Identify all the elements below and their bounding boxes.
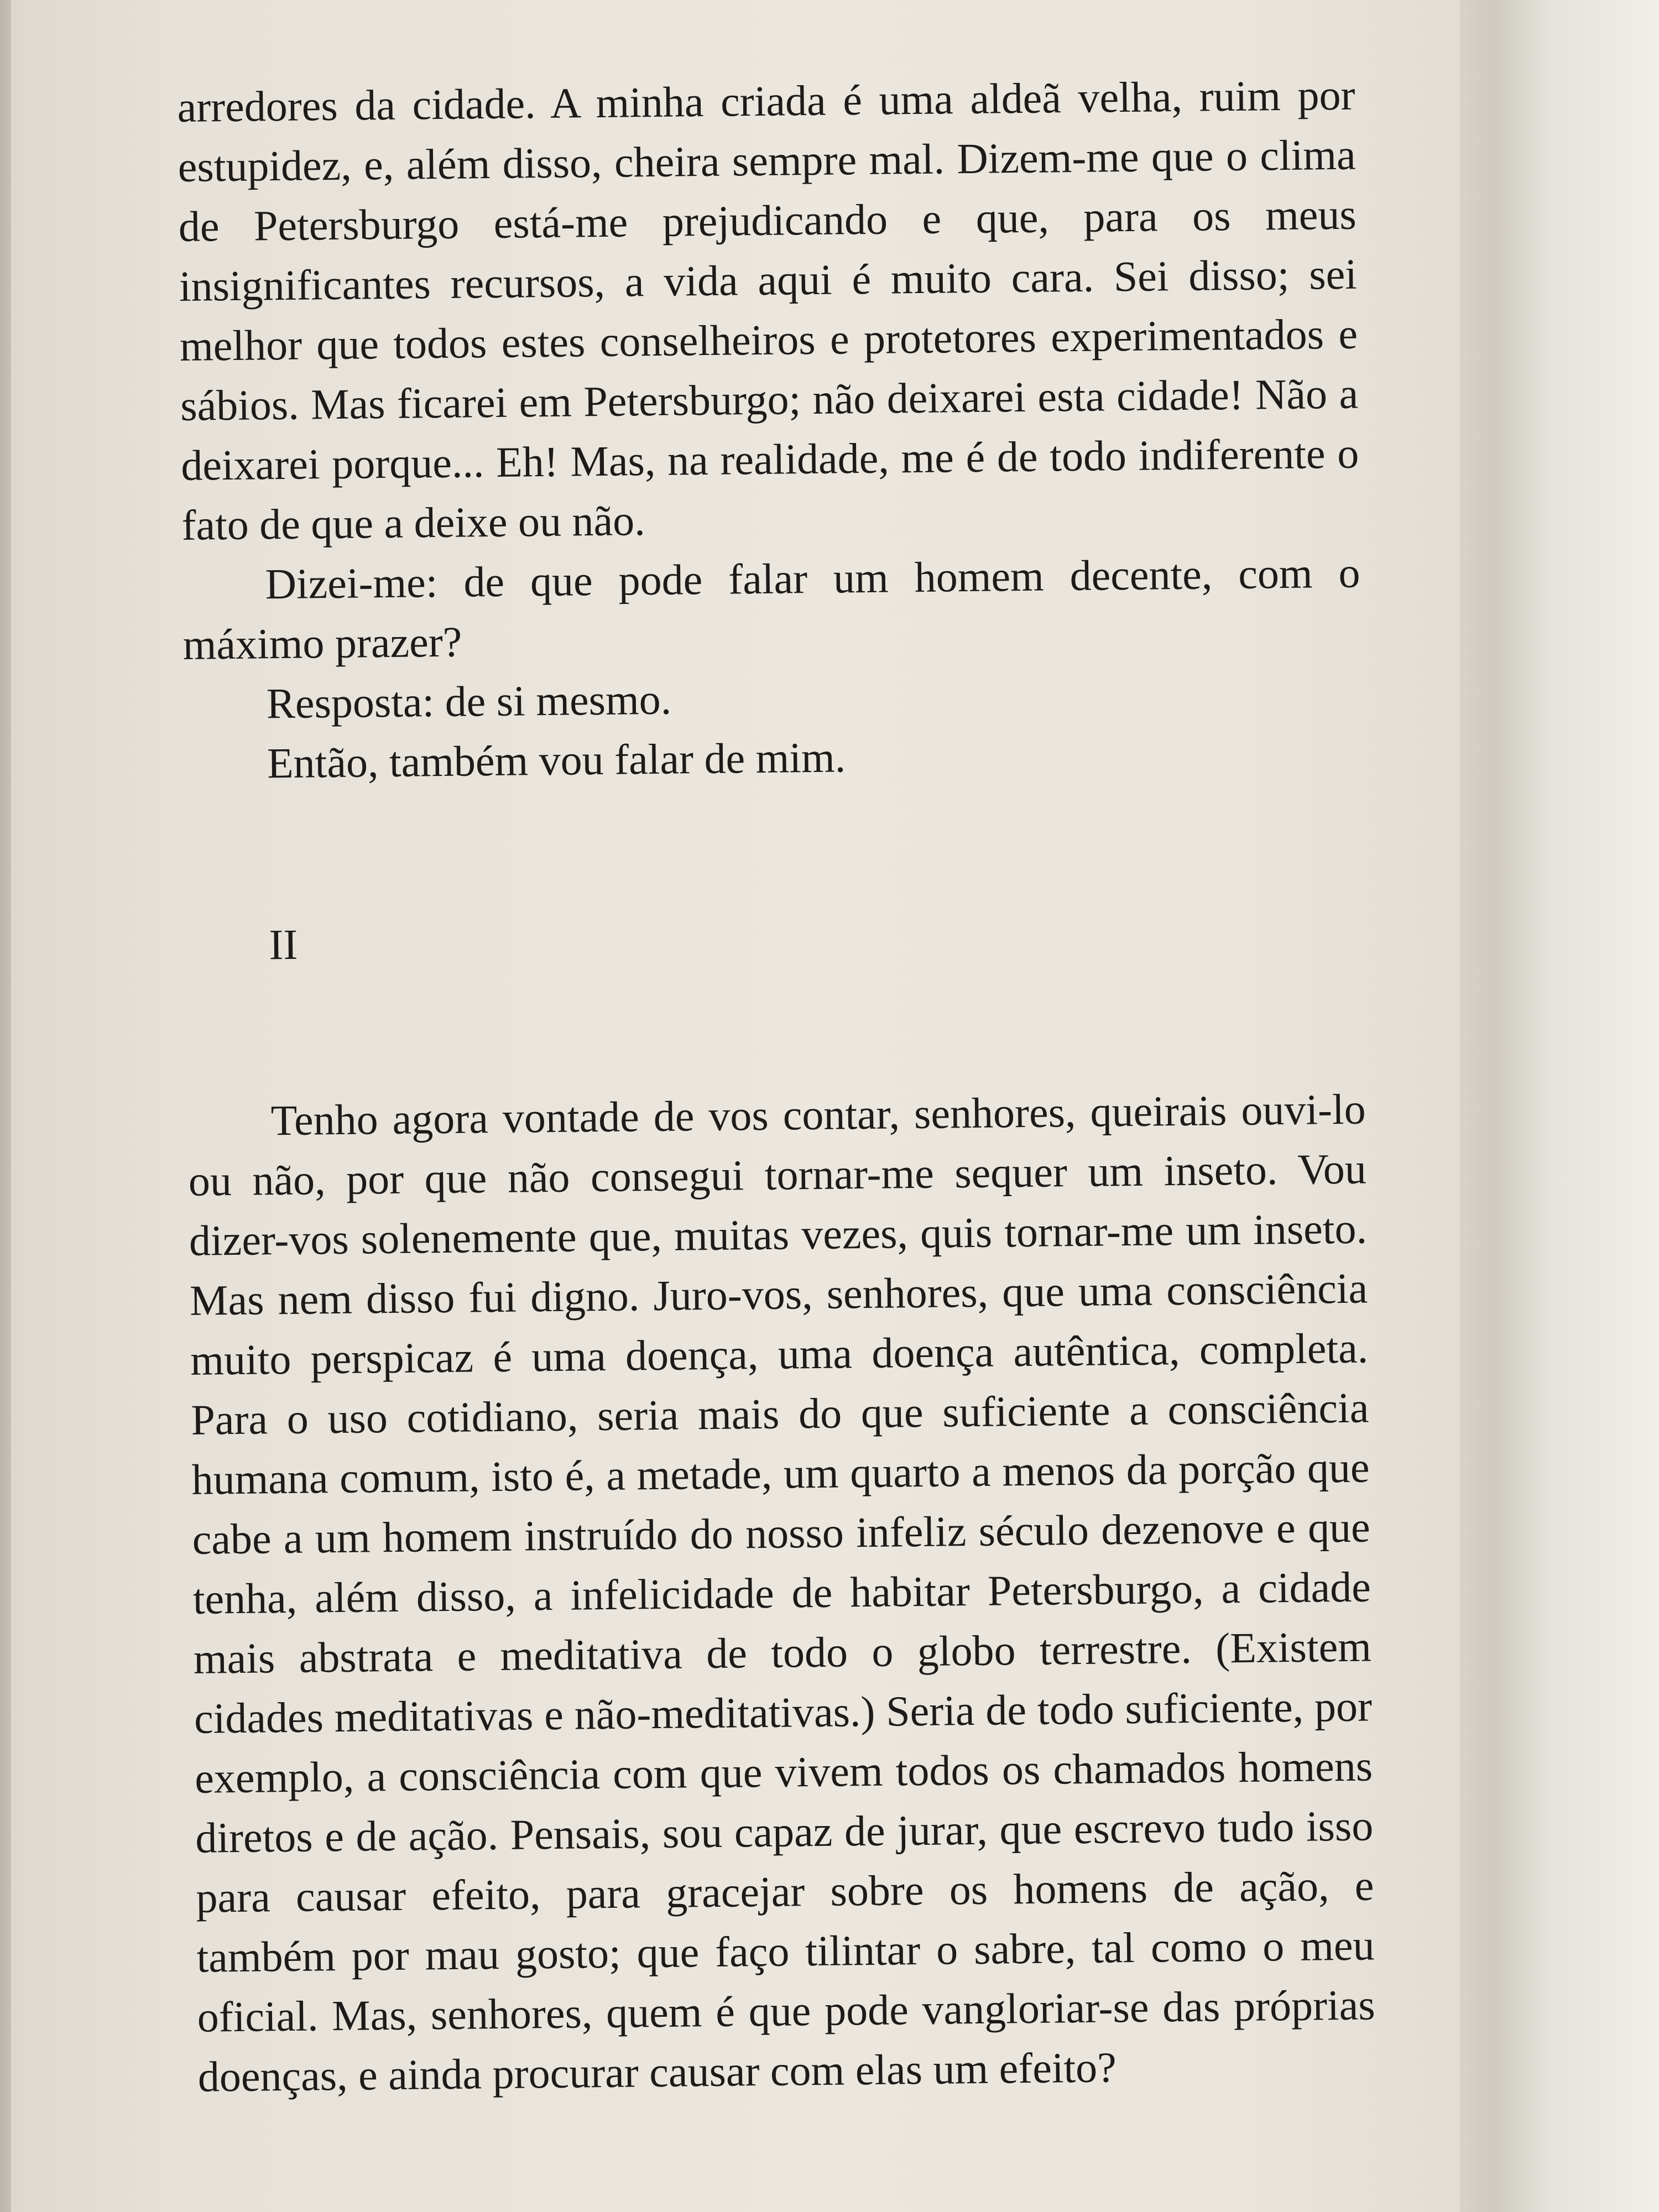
page-text [177, 65, 1376, 2107]
section-heading: II [268, 920, 298, 969]
paragraph-question: Dizei-me: de que pode falar um homem decente, com o máximo prazer? [182, 548, 1360, 669]
paragraph-continuation: arredores da cidade. A minha criada é uma aldeã velha, ruim por estupidez, e, além disso, cheira sempre mal. Dizem-me que o clima de Petersburgo está-me prejudicando e que, para os meus insignificantes recursos, a vida aqui é muito cara. Sei disso; sei melhor que todos estes conselheiros e protetores experimentados e sábios. Mas ficarei em Petersburgo; não deixarei esta cidade! Não a deixarei porque... Eh! Mas, na realidade, me é de todo indiferente o fato de que a deixe ou não. [177, 70, 1359, 549]
book-gutter [1460, 0, 1659, 2212]
paragraph-answer: Resposta: de si mesmo. [266, 675, 672, 728]
paragraph-statement: Então, também vou falar de mim. [267, 733, 846, 787]
book-page [11, 0, 1460, 2212]
paragraph-main: Tenho agora vontade de vos contar, senhores, queirais ouvi-lo ou não, por que não consegui tornar-me sequer um inseto. Vou dizer-vos solenemente que, muitas vezes, quis tornar-me um inseto. Mas nem disso fui digno. Juro-vos, senhores, que uma consciência muito perspicaz é uma doença, uma doença autêntica, completa. Para o uso cotidiano, seria mais do que suficiente a consciência humana comum, isto é, a metade, um quarto a menos da porção que cabe a um homem instruído do nosso infeliz século dezenove e que tenha, além disso, a infelicidade de habitar Petersburgo, a cidade mais abstrata e meditativa de todo o globo terrestre. (Existem cidades meditativas e não-meditativas.) Seria de todo suficiente, por exemplo, a consciência com que vivem todos os chamados homens diretos e de ação. Pensais, sou capaz de jurar, que escrevo tudo isso para causar efeito, para gracejar sobre os homens de ação, e também por mau gosto; que faço tilintar o sabre, tal como o meu oficial. Mas, senhores, quem é que pode vangloriar-se das próprias doenças, e ainda procurar causar com elas um efeito? [188, 1084, 1376, 2101]
